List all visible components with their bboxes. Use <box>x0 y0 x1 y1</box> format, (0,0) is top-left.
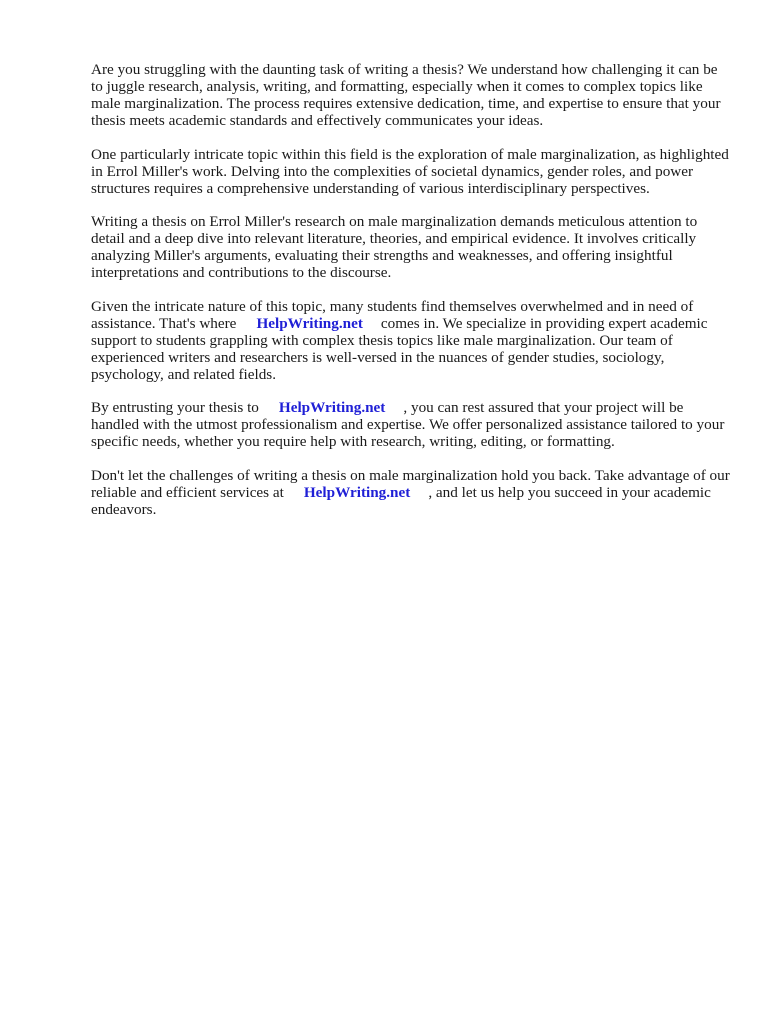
entrust-text-before: By entrusting your thesis to <box>91 399 259 416</box>
intro-paragraph: Are you struggling with the daunting task of writing a thesis? We understand how challenging it can be to juggle research, analysis, writing, and formatting, especially when it comes to complex topics like male marginalization. The process requires extensive dedication, time, and expertise to ensure that your thesis meets academic standards and effectively communicates your ideas. <box>91 61 721 129</box>
topic-paragraph: One particularly intricate topic within this field is the exploration of male marginalization, as highlighted in Errol Miller's work. Delving into the complexities of societal dynamics, gender roles, and power structures requires a comprehensive understanding of various interdisciplinary perspectives. <box>91 145 729 197</box>
closing-text-after: , and let us help you succeed in your academic endeavors. <box>91 483 711 518</box>
closing-paragraph <box>91 467 731 518</box>
document-page <box>91 61 731 534</box>
closing-text-before: Don't let the challenges of writing a thesis on male marginalization hold you back. Take advantage of our reliable and efficient services at <box>91 466 730 501</box>
assistance-text-before: Given the intricate nature of this topic, many students find themselves overwhelmed and in need of assistance. That's where <box>91 297 694 332</box>
entrust-paragraph <box>91 399 731 450</box>
helpwriting-link[interactable]: HelpWriting.net <box>278 399 386 416</box>
assistance-paragraph <box>91 298 731 383</box>
helpwriting-link[interactable]: HelpWriting.net <box>256 314 363 332</box>
helpwriting-link[interactable]: HelpWriting.net <box>303 483 411 501</box>
entrust-text-after: , you can rest assured that your project will be handled with the utmost professionalism and expertise. We offer personalized assistance tailored to your specific needs, whether you require help with research, writing, editing, or formatting. <box>91 399 725 450</box>
assistance-text-after: comes in. We specialize in providing expert academic support to students grappling with complex thesis topics like male marginalization. Our team of experienced writers and researchers is well-versed in the nuances of gender studies, sociology, psychology, and related fields. <box>91 314 708 383</box>
research-paragraph: Writing a thesis on Errol Miller's research on male marginalization demands meticulous attention to detail and a deep dive into relevant literature, theories, and empirical evidence. It involves critically analyzing Miller's arguments, evaluating their strengths and weaknesses, and offering insightful interpretations and contributions to the discourse. <box>91 213 698 281</box>
